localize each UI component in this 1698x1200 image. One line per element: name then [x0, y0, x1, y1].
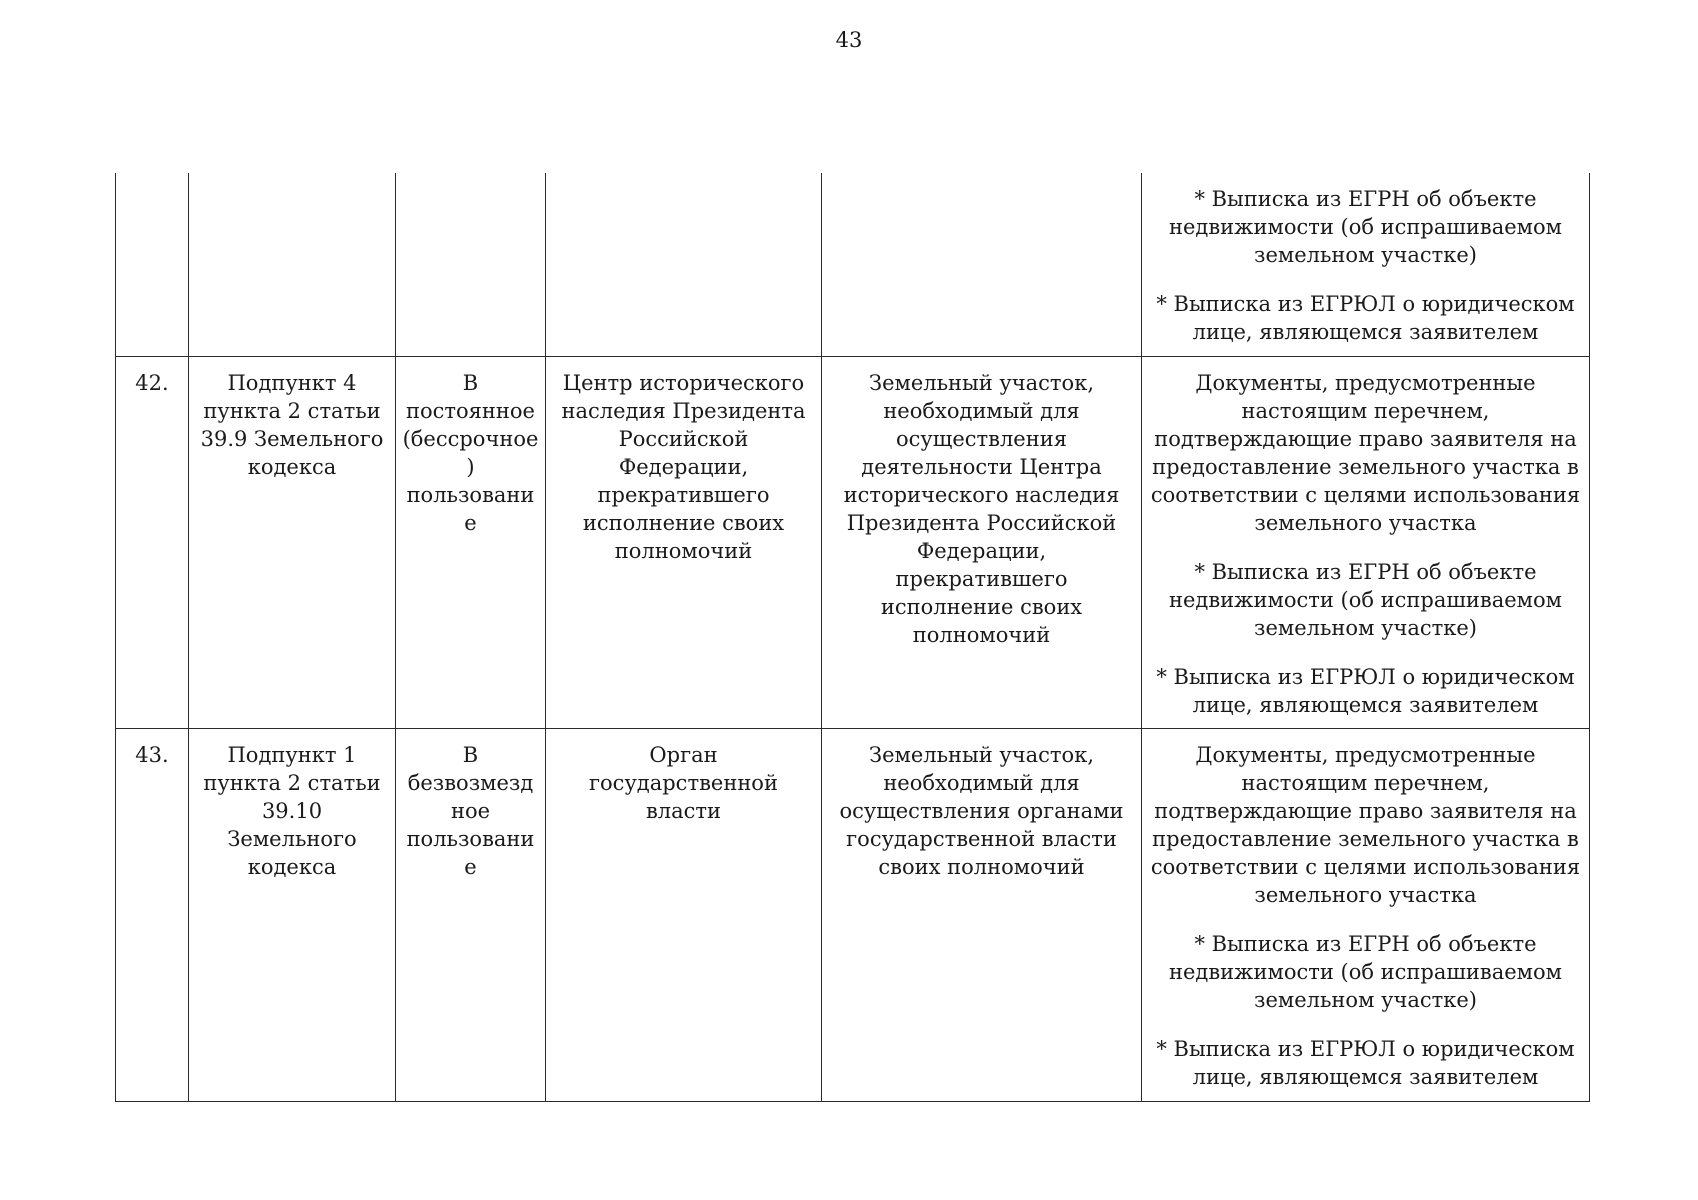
cell-documents	[1142, 356, 1590, 728]
document-item: * Выписка из ЕГРН об объекте недвижимости (об испрашиваемом земельном участке)	[1169, 187, 1562, 267]
cell-applicant: Орган государственной власти	[546, 728, 822, 1101]
table-row-continuation	[116, 173, 1590, 356]
cell-number: 43.	[116, 728, 189, 1101]
cell-applicant: Центр исторического наследия Президента Российской Федерации, прекратившего исполнение своих полномочий	[546, 356, 822, 728]
document-item: Документы, предусмотренные настоящим перечнем, подтверждающие право заявителя на предоставление земельного участка в соответствии с целями использования земельного участка	[1150, 370, 1581, 535]
cell-land-plot: Земельный участок, необходимый для осуществления деятельности Центра исторического наследия Президента Российской Федерации, прекратившего исполнение своих полномочий	[822, 356, 1142, 728]
cell-applicant	[546, 173, 822, 356]
cell-basis: Подпункт 4 пункта 2 статьи 39.9 Земельного кодекса	[189, 356, 396, 728]
cell-basis: Подпункт 1 пункта 2 статьи 39.10 Земельного кодекса	[189, 728, 396, 1101]
document-item: Документы, предусмотренные настоящим перечнем, подтверждающие право заявителя на предоставление земельного участка в соответствии с целями использования земельного участка	[1150, 742, 1581, 907]
cell-number: 42.	[116, 356, 189, 728]
cell-number	[116, 173, 189, 356]
document-item: * Выписка из ЕГРЮЛ о юридическом лице, являющемся заявителем	[1156, 292, 1575, 344]
document-item: * Выписка из ЕГРН об объекте недвижимости (об испрашиваемом земельном участке)	[1169, 931, 1562, 1012]
document-item: * Выписка из ЕГРЮЛ о юридическом лице, являющемся заявителем	[1156, 1036, 1575, 1089]
document-item: * Выписка из ЕГРЮЛ о юридическом лице, являющемся заявителем	[1156, 664, 1575, 717]
table-row	[116, 728, 1590, 1101]
cell-right-type: В постоянное (бессрочное) пользование	[396, 356, 546, 728]
cell-right-type: В безвозмездное пользование	[396, 728, 546, 1101]
cell-basis	[189, 173, 396, 356]
land-documents-table	[115, 173, 1590, 1102]
cell-documents	[1142, 173, 1590, 356]
table-row	[116, 356, 1590, 728]
document-item: * Выписка из ЕГРН об объекте недвижимости (об испрашиваемом земельном участке)	[1169, 559, 1562, 640]
cell-land-plot	[822, 173, 1142, 356]
cell-documents	[1142, 728, 1590, 1101]
page-number: 43	[835, 28, 863, 52]
cell-land-plot: Земельный участок, необходимый для осуществления органами государственной власти своих полномочий	[822, 728, 1142, 1101]
cell-right-type	[396, 173, 546, 356]
